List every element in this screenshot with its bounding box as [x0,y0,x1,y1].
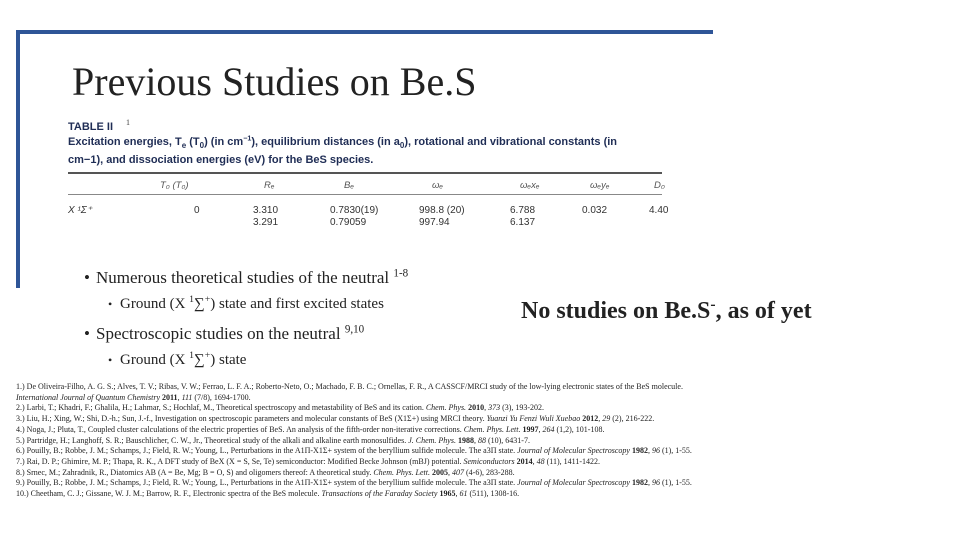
table-cell: 998.8 (20) [419,204,465,216]
table-cell: 0.032 [582,204,608,216]
table-cell: 4.40 [649,204,669,216]
table-top-rule [68,172,662,174]
table-cell: 6.788 [510,204,536,216]
table-header-cell: ωₑxₑ [520,179,540,191]
table-label: TABLE II [68,121,114,133]
table-cell: 3.310 [253,204,279,216]
no-studies-callout: No studies on Be.S-, as of yet [521,296,812,324]
table-header-cell: T₀ (T₀) [160,179,189,191]
table-header-row [68,179,665,194]
table-state-cell: X ¹Σ⁺ [68,204,93,216]
table-cell: 0.79059 [330,216,367,228]
table-caption-line2: cm−1), and dissociation energies (eV) for the BeS species. [68,154,374,167]
table-footnote-marker: 1 [126,118,130,127]
table-header-cell: Bₑ [344,179,355,191]
slide-title: Previous Studies on Be.S [72,59,477,104]
reference-item: 9.) Pouilly, B.; Robbe, J. M.; Schamps, J.; Field, R. W.; Young, L., Perturbations in the A1Π-X1Σ+ system of the beryllium sulfide molecule. The a3Π state. Journal of Molecular Spectroscopy 1982, 96 (1), 1-55. [16,478,692,488]
bullet-dot-icon: • [108,297,113,311]
data-table [68,120,669,229]
reference-item: 4.) Noga, J.; Pluta, T., Coupled cluster calculations of the electric properties of BeS. An analysis of the fifth-order non-iterative corrections. Chem. Phys. Lett. 1997, 264 (1,2), 101-108. [16,424,605,434]
bullet-spectroscopic: • Spectroscopic studies on the neutral $^{9,10}$ [84,323,365,343]
frame-top-bar [16,30,713,34]
reference-item: 8.) Srnec, M.; Zahradnik, R., Diatomics AB (A = Be, Mg; B = O, S) and oligomers thereof: A theoretical study. Chem. Phys. Lett. 2005, 407 (4-6), 283-288. [16,467,515,477]
reference-item: 6.) Pouilly, B.; Robbe, J. M.; Schamps, J.; Field, R. W.; Young, L., Perturbations in the A1Π-X1Σ+ system of the beryllium sulfide molecule. The a3Π state. Journal of Molecular Spectroscopy 1982, 96 (1), 1-55. [16,446,692,456]
bullet-dot-icon: • [84,268,90,287]
table-caption [68,120,662,168]
table-cell: 997.94 [419,216,450,228]
table-cell: 6.137 [510,216,536,228]
reference-list [16,382,946,500]
bullet-theoretical: • Numerous theoretical studies of the neutral $^{1-8}$ [84,267,409,287]
reference-item: International Journal of Quantum Chemistry 2011, 111 (7/8), 1694-1700. [16,392,251,402]
frame-left-bar [16,30,20,288]
bullet-dot-icon: • [84,324,90,343]
table-row [68,204,669,217]
reference-item: 1.) De Oliveira-Filho, A. G. S.; Alves, T. V.; Ribas, V. W.; Ferrao, L. F. A.; Roberto-Neto, O.; Machado, F. B. C.; Ornellas, F. R., A CASSCF/MRCI study of the low-lying electronic states of the BeS molecule. [16,382,683,391]
bullet-dot-icon: • [108,353,113,367]
reference-item: 5.) Partridge, H.; Langhoff, S. R.; Bauschlicher, C. W., Jr., Theoretical study of the alkali and alkaline earth monosulfides. J. Chem. Phys. 1988, 88 (10), 6431-7. [16,435,530,445]
sub-bullet-ground-excited: • Ground (X $^1$∑+) state and first excited states [108,294,384,312]
reference-item: 2.) Larbi, T.; Khadri, F.; Ghalila, H.; Lahmar, S.; Hochlaf, M., Theoretical spectroscopy and metastability of BeS and its cation. Chem. Phys. 2010, 373 (3), 193-202. [16,403,545,413]
reference-item: 3.) Liu, H.; Xing, W.; Shi, D.-h.; Sun, J.-f., Investigation on spectroscopic parameters and molecular constants of BeS (X1Σ+) using MRCI theory. Yuanzi Yu Fenzi Wuli Xuebao 2012, 29 (2), 216-222. [16,414,655,424]
table-cell: 0 [194,204,200,216]
table-header-cell: D₀ [654,179,665,191]
reference-item: 10.) Cheetham, C. J.; Gissane, W. J. M.; Barrow, R. F., Electronic spectra of the BeS molecule. Transactions of the Faraday Society 1965, 61 (511), 1308-16. [16,489,520,499]
table-header-cell: ωₑyₑ [590,179,610,191]
table-cell: 3.291 [253,216,279,228]
table-row [68,217,662,229]
reference-item: 7.) Rai, D. P.; Ghimire, M. P.; Thapa, R. K., A DFT study of BeX (X = S, Se, Te) semiconductor: Modified Becke Johnson (mBJ) potential. Semiconductors 2014, 48 (11), 1411-1422. [16,456,600,466]
table-header-cell: Rₑ [264,179,275,191]
table-caption-line1: TABLE II Excitation energies, $T_e$ $(T_0)$ (in $cm^{-1}$), equilibrium distances (in $a_0$), rotational and vibrational constants (in [68,121,618,150]
table-cell: 0.7830(19) [330,204,379,216]
table-header-cell: ωₑ [432,179,444,191]
sub-bullet-ground: • Ground (X $^1$∑+) state [108,350,247,368]
